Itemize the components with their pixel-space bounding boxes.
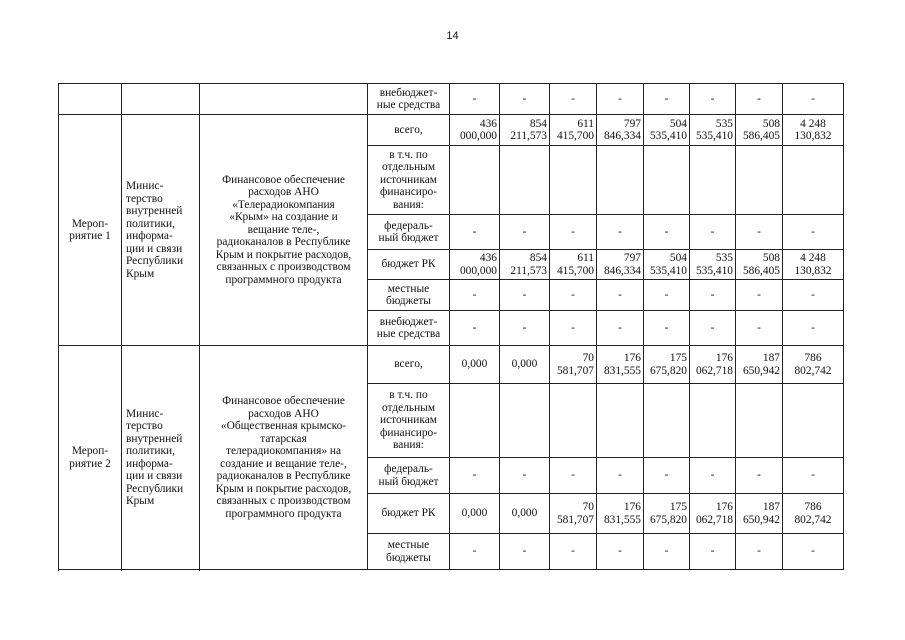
- dash-cell: -: [597, 280, 644, 311]
- dash-cell: -: [783, 311, 844, 346]
- total-cell: 4 248 130,832: [783, 115, 844, 146]
- source-cell: всего,: [368, 346, 450, 384]
- dash-cell: -: [690, 84, 736, 115]
- dash-cell: -: [736, 534, 783, 570]
- empty-cell: [550, 384, 597, 458]
- value-cell: 535 535,410: [690, 250, 736, 280]
- value-cell: 176 831,555: [597, 346, 644, 384]
- dash-cell: -: [450, 280, 500, 311]
- source-cell: бюджет РК: [368, 494, 450, 534]
- value-cell: 176 062,718: [690, 494, 736, 534]
- dash-cell: -: [500, 534, 550, 570]
- dash-cell: -: [736, 311, 783, 346]
- table-row: [59, 115, 844, 146]
- value-cell: 611 415,700: [550, 115, 597, 146]
- page-number: 14: [446, 30, 459, 42]
- source-cell: местные бюджеты: [368, 534, 450, 570]
- source-cell: внебюджет- ные средства: [368, 311, 450, 346]
- empty-cell: [450, 384, 500, 458]
- dash-cell: -: [690, 534, 736, 570]
- dash-cell: -: [550, 534, 597, 570]
- dash-cell: -: [500, 458, 550, 494]
- dash-cell: -: [736, 84, 783, 115]
- empty-cell: [644, 146, 690, 215]
- source-cell: местные бюджеты: [368, 280, 450, 311]
- empty-cell: [550, 146, 597, 215]
- meropriyatie-1-org: Минис- терство внутренней политики, информа- ции и связи Республики Крым: [122, 115, 200, 346]
- dash-cell: -: [597, 534, 644, 570]
- dash-cell: -: [450, 534, 500, 570]
- dash-cell: -: [597, 84, 644, 115]
- dash-cell: -: [644, 84, 690, 115]
- meropriyatie-2-org: Минис- терство внутренней политики, информа- ции и связи Республики Крым: [122, 346, 200, 570]
- value-cell: 436 000,000: [450, 250, 500, 280]
- dash-cell: -: [644, 458, 690, 494]
- meropriyatie-2-desc: Финансовое обеспечение расходов АНО «Общественная крымско- татарская телерадиокомпания» на создание и вещание теле-, радиоканалов в Республике Крым и покрытие расходов, связанных с производством программного продукта: [200, 346, 368, 570]
- value-cell: 176 831,555: [597, 494, 644, 534]
- dash-cell: -: [644, 311, 690, 346]
- dash-cell: -: [450, 311, 500, 346]
- dash-cell: -: [450, 84, 500, 115]
- dash-cell: -: [597, 215, 644, 250]
- empty-cell: [597, 146, 644, 215]
- empty-cell: [59, 84, 122, 115]
- dash-cell: -: [783, 84, 844, 115]
- dash-cell: -: [690, 280, 736, 311]
- source-cell: в т.ч. по отдельным источникам финансиро- вания:: [368, 384, 450, 458]
- value-cell: 854 211,573: [500, 250, 550, 280]
- empty-cell: [450, 146, 500, 215]
- dash-cell: -: [500, 280, 550, 311]
- empty-cell: [500, 384, 550, 458]
- empty-cell: [597, 384, 644, 458]
- dash-cell: -: [500, 215, 550, 250]
- empty-cell: [500, 146, 550, 215]
- dash-cell: -: [783, 534, 844, 570]
- value-cell: 504 535,410: [644, 115, 690, 146]
- value-cell: 70 581,707: [550, 346, 597, 384]
- dash-cell: -: [550, 84, 597, 115]
- value-cell: 854 211,573: [500, 115, 550, 146]
- source-cell: в т.ч. по отдельным источникам финансиро- вания:: [368, 146, 450, 215]
- value-cell: 611 415,700: [550, 250, 597, 280]
- meropriyatie-2-label: Мероп- риятие 2: [59, 346, 122, 570]
- value-cell: 70 581,707: [550, 494, 597, 534]
- total-cell: 4 248 130,832: [783, 250, 844, 280]
- empty-cell: [644, 384, 690, 458]
- empty-cell: [783, 384, 844, 458]
- source-cell: федераль- ный бюджет: [368, 458, 450, 494]
- table-row: [59, 84, 844, 115]
- financing-table: [58, 83, 844, 570]
- source-cell: бюджет РК: [368, 250, 450, 280]
- source-cell: внебюджет- ные средства: [368, 84, 450, 115]
- dash-cell: -: [550, 215, 597, 250]
- value-cell: 504 535,410: [644, 250, 690, 280]
- value-cell: 0,000: [450, 494, 500, 534]
- value-cell: 797 846,334: [597, 115, 644, 146]
- value-cell: 436 000,000: [450, 115, 500, 146]
- dash-cell: -: [690, 311, 736, 346]
- total-cell: 786 802,742: [783, 346, 844, 384]
- dash-cell: -: [736, 280, 783, 311]
- empty-cell: [736, 384, 783, 458]
- empty-cell: [200, 84, 368, 115]
- value-cell: 797 846,334: [597, 250, 644, 280]
- total-cell: 786 802,742: [783, 494, 844, 534]
- source-cell: федераль- ный бюджет: [368, 215, 450, 250]
- dash-cell: -: [597, 311, 644, 346]
- dash-cell: -: [450, 215, 500, 250]
- value-cell: 175 675,820: [644, 494, 690, 534]
- empty-cell: [690, 384, 736, 458]
- dash-cell: -: [783, 458, 844, 494]
- empty-cell: [736, 146, 783, 215]
- table-row: [59, 346, 844, 384]
- dash-cell: -: [690, 458, 736, 494]
- value-cell: 187 650,942: [736, 494, 783, 534]
- dash-cell: -: [644, 280, 690, 311]
- value-cell: 176 062,718: [690, 346, 736, 384]
- dash-cell: -: [736, 215, 783, 250]
- meropriyatie-1-label: Мероп- риятие 1: [59, 115, 122, 346]
- dash-cell: -: [644, 215, 690, 250]
- meropriyatie-1-desc: Финансовое обеспечение расходов АНО «Телерадиокомпания «Крым» на создание и вещание теле-, радиоканалов в Республике Крым и покрытие расходов, связанных с производством программного продукта: [200, 115, 368, 346]
- value-cell: 508 586,405: [736, 115, 783, 146]
- dash-cell: -: [783, 280, 844, 311]
- value-cell: 535 535,410: [690, 115, 736, 146]
- dash-cell: -: [690, 215, 736, 250]
- dash-cell: -: [500, 311, 550, 346]
- empty-cell: [783, 146, 844, 215]
- dash-cell: -: [550, 311, 597, 346]
- dash-cell: -: [550, 280, 597, 311]
- dash-cell: -: [500, 84, 550, 115]
- dash-cell: -: [550, 458, 597, 494]
- value-cell: 0,000: [450, 346, 500, 384]
- value-cell: 187 650,942: [736, 346, 783, 384]
- dash-cell: -: [450, 458, 500, 494]
- value-cell: 0,000: [500, 494, 550, 534]
- dash-cell: -: [644, 534, 690, 570]
- dash-cell: -: [783, 215, 844, 250]
- empty-cell: [690, 146, 736, 215]
- empty-cell: [122, 84, 200, 115]
- dash-cell: -: [597, 458, 644, 494]
- value-cell: 175 675,820: [644, 346, 690, 384]
- source-cell: всего,: [368, 115, 450, 146]
- value-cell: 508 586,405: [736, 250, 783, 280]
- value-cell: 0,000: [500, 346, 550, 384]
- dash-cell: -: [736, 458, 783, 494]
